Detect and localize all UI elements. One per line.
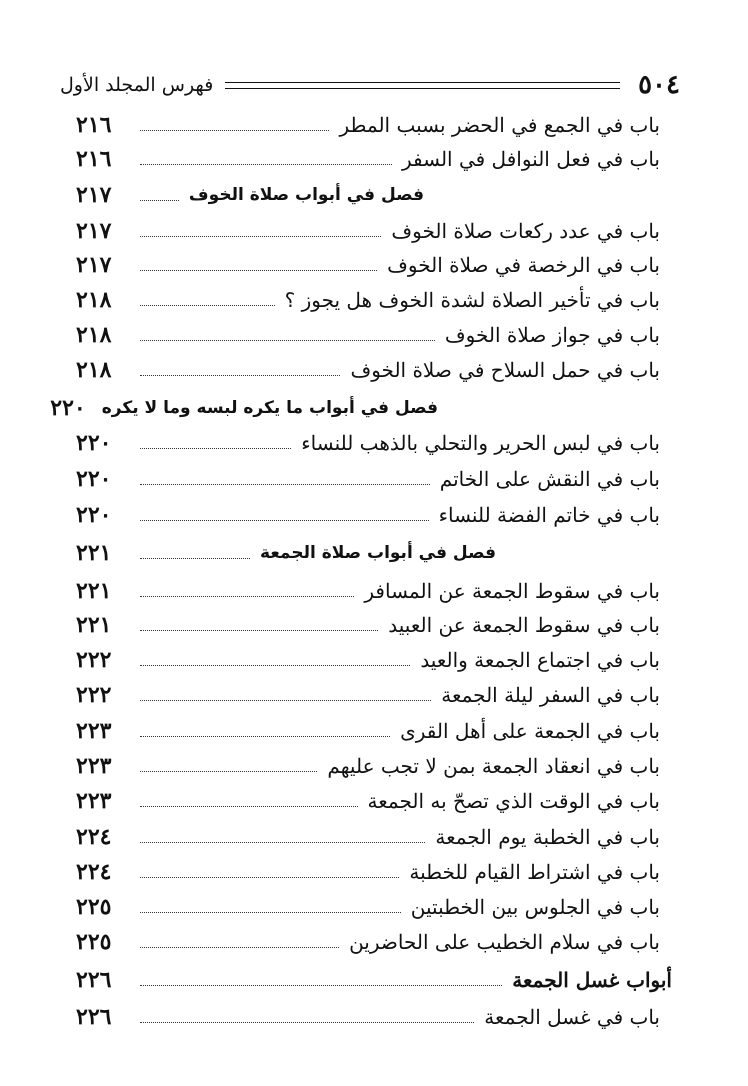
toc-entry-page: ٢٢٠ xyxy=(76,466,112,492)
toc-entry-title: باب في سلام الخطيب على الحاضرين xyxy=(349,930,660,954)
leader-dots xyxy=(140,912,401,913)
toc-entry-page: ٢٢٠ xyxy=(76,502,112,528)
toc-entry-page: ٢٢٦ xyxy=(76,967,112,993)
toc-entry-title: باب في اشتراط القيام للخطبة xyxy=(409,860,660,884)
toc-entry-title: باب في الوقت الذي تصحّ به الجمعة xyxy=(367,789,660,813)
toc-entry-title: باب في النقش على الخاتم xyxy=(439,467,660,491)
toc-entry-title: باب في سقوط الجمعة عن المسافر xyxy=(364,579,660,603)
toc-entry-page: ٢٢٤ xyxy=(76,824,112,850)
toc-entry-title: باب في الجلوس بين الخطبتين xyxy=(410,895,660,919)
toc-entry-page: ٢١٧ xyxy=(76,218,112,244)
toc-entry xyxy=(76,498,660,532)
page-number: ٥٠٤ xyxy=(638,70,680,100)
toc-entry xyxy=(76,214,660,248)
toc-entry-page: ٢٢٣ xyxy=(76,788,112,814)
toc-entry-title: باب في خاتم الفضة للنساء xyxy=(438,503,660,527)
toc-entry-title: باب في انعقاد الجمعة بمن لا تجب عليهم xyxy=(327,754,660,778)
header-double-rule xyxy=(225,82,620,89)
leader-dots xyxy=(140,200,179,201)
toc-entry xyxy=(76,426,660,460)
leader-dots xyxy=(140,130,329,131)
toc-entry-page: ٢٢٢ xyxy=(76,682,112,708)
toc-entry-page: ٢٢٠ xyxy=(76,430,112,456)
toc-entry xyxy=(76,714,660,748)
leader-dots xyxy=(140,806,358,807)
toc-entry-title: فصل في أبواب صلاة الخوف xyxy=(188,185,424,205)
toc-entry xyxy=(76,855,660,889)
toc-entry-title: باب في اجتماع الجمعة والعيد xyxy=(420,648,660,672)
toc-entry-title: باب في جواز صلاة الخوف xyxy=(444,323,660,347)
toc-entry-title: باب في حمل السلاح في صلاة الخوف xyxy=(350,358,660,382)
toc-entry-page: ٢٢٥ xyxy=(76,929,112,955)
toc-entry xyxy=(76,574,660,608)
toc-entry xyxy=(76,890,660,924)
leader-dots xyxy=(140,736,390,737)
toc-entry-page: ٢٢٥ xyxy=(76,894,112,920)
leader-dots xyxy=(140,665,410,666)
leader-dots xyxy=(140,558,250,559)
leader-dots xyxy=(140,270,377,271)
toc-entry-title: باب في السفر ليلة الجمعة xyxy=(441,683,660,707)
toc-entry xyxy=(76,248,660,282)
toc-entry xyxy=(76,608,660,642)
leader-dots xyxy=(140,771,317,772)
toc-entry-page: ٢١٦ xyxy=(76,112,112,138)
leader-dots xyxy=(140,305,275,306)
toc-entry-title: باب في الجمع في الحضر بسبب المطر xyxy=(339,113,660,137)
toc-entry-page: ٢٢٦ xyxy=(76,1004,112,1030)
toc-entry-title: باب في الرخصة في صلاة الخوف xyxy=(387,253,660,277)
toc-entry xyxy=(76,820,660,854)
toc-entry xyxy=(76,925,660,959)
toc-entry-title: باب في الخطبة يوم الجمعة xyxy=(435,825,660,849)
toc-entry xyxy=(76,643,660,677)
toc-entry xyxy=(76,142,660,176)
toc-entry-title: فصل في أبواب صلاة الجمعة xyxy=(260,543,496,563)
toc-section-heading xyxy=(76,536,660,570)
toc-entry-page: ٢١٨ xyxy=(76,357,112,383)
leader-dots xyxy=(140,340,435,341)
toc-entry-title: باب في تأخير الصلاة لشدة الخوف هل يجوز ؟ xyxy=(284,288,660,312)
leader-dots xyxy=(140,700,431,701)
toc-entry-page: ٢٢١ xyxy=(76,578,112,604)
toc-entry xyxy=(76,108,660,142)
toc-entry-page: ٢١٧ xyxy=(76,252,112,278)
toc-entry-page: ٢٢١ xyxy=(76,540,112,566)
leader-dots xyxy=(140,164,392,165)
toc-entry-title: أبواب غسل الجمعة xyxy=(512,968,672,992)
leader-dots xyxy=(140,947,339,948)
leader-dots xyxy=(140,484,430,485)
page-header xyxy=(60,68,680,102)
toc-entry-page: ٢٢٠ xyxy=(50,395,86,421)
toc-entry xyxy=(76,678,660,712)
toc-entry-page: ٢٢١ xyxy=(76,612,112,638)
leader-dots xyxy=(140,630,378,631)
toc-entry xyxy=(76,353,660,387)
leader-dots xyxy=(140,1022,474,1023)
toc-entry-title: باب في لبس الحرير والتحلي بالذهب للنساء xyxy=(301,431,660,455)
leader-dots xyxy=(140,842,425,843)
toc-entry xyxy=(76,283,660,317)
toc-entry xyxy=(76,318,660,352)
leader-dots xyxy=(140,877,399,878)
toc-entry-page: ٢١٨ xyxy=(76,287,112,313)
leader-dots xyxy=(140,985,502,986)
leader-dots xyxy=(140,375,340,376)
toc-entry-page: ٢١٦ xyxy=(76,146,112,172)
toc-entry xyxy=(76,462,660,496)
toc-entry-page: ٢١٧ xyxy=(76,182,112,208)
toc-entry-page: ٢٢٣ xyxy=(76,753,112,779)
leader-dots xyxy=(140,596,354,597)
toc-entry-page: ٢٢٢ xyxy=(76,647,112,673)
toc-entry-page: ٢٢٤ xyxy=(76,859,112,885)
toc-entry-title: باب في فعل النوافل في السفر xyxy=(401,147,660,171)
toc-section-heading xyxy=(50,391,660,425)
toc-chapter-heading xyxy=(76,963,672,997)
toc-entry-title: باب في سقوط الجمعة عن العبيد xyxy=(388,613,660,637)
toc-entry xyxy=(76,749,660,783)
toc-entry xyxy=(76,1000,660,1034)
toc-entry-title: باب في غسل الجمعة xyxy=(484,1005,660,1029)
toc-entry-page: ٢١٨ xyxy=(76,322,112,348)
toc-section-heading xyxy=(76,178,660,212)
toc-entry-title: فصل في أبواب ما يكره لبسه وما لا يكره xyxy=(101,398,438,418)
toc-entry-title: باب في عدد ركعات صلاة الخوف xyxy=(391,219,660,243)
leader-dots xyxy=(140,236,381,237)
toc-entry xyxy=(76,784,660,818)
leader-dots xyxy=(140,448,291,449)
toc-entry-page: ٢٢٣ xyxy=(76,718,112,744)
leader-dots xyxy=(140,520,429,521)
running-title: فهرس المجلد الأول xyxy=(60,74,214,96)
toc-entry-title: باب في الجمعة على أهل القرى xyxy=(400,719,660,743)
